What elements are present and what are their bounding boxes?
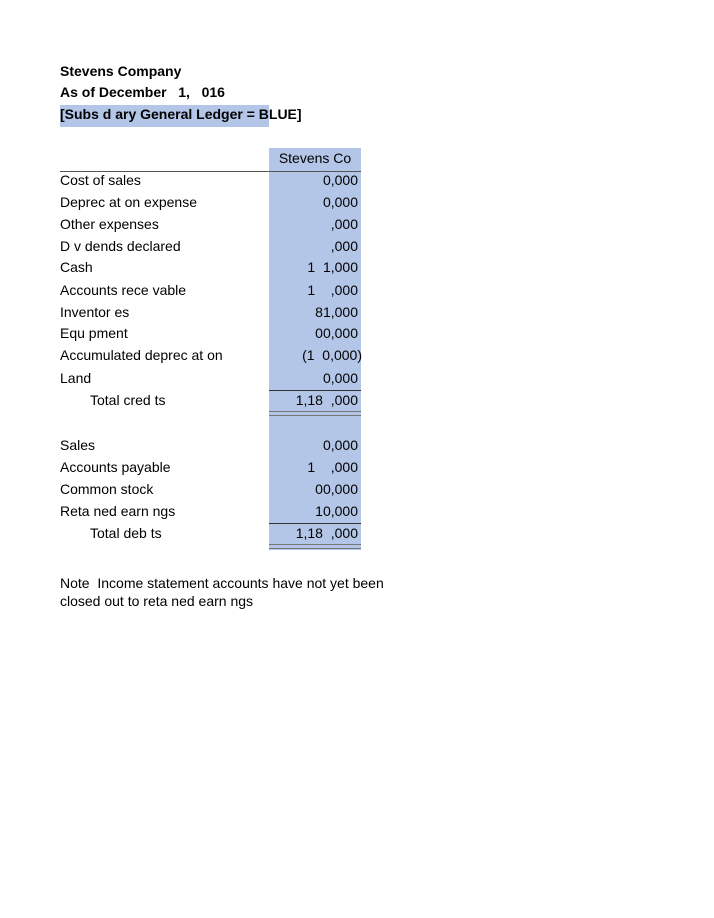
row-value: 81,000 — [315, 304, 358, 320]
row-label: Inventor es — [60, 304, 130, 320]
report-date: As of December 1, 016 — [60, 84, 225, 100]
row-value: ,000 — [330, 238, 358, 254]
table-row — [60, 170, 362, 192]
table-row — [60, 323, 362, 345]
row-label: Cost of sales — [60, 172, 141, 188]
row-label: D v dends declared — [60, 238, 181, 254]
table-row — [60, 214, 362, 236]
row-label: Reta ned earn ngs — [60, 503, 176, 519]
row-label: Accumulated deprec at on — [60, 347, 223, 363]
table-row — [60, 280, 362, 302]
table-row — [60, 457, 362, 479]
table-row — [60, 302, 362, 324]
table-row — [60, 479, 362, 501]
row-value: 10,000 — [315, 503, 358, 519]
table-row — [60, 192, 362, 214]
total-label: Total cred ts — [90, 392, 166, 408]
table-row — [60, 368, 362, 390]
total-label: Total deb ts — [90, 525, 162, 541]
row-value: 0,000 — [322, 370, 358, 386]
row-value: 1 ,000 — [307, 282, 358, 298]
row-value: 00,000 — [315, 325, 358, 341]
row-label: Sales — [60, 437, 96, 453]
row-value: 0,000 — [322, 172, 358, 188]
row-value: ,000 — [330, 216, 358, 232]
table-row — [60, 435, 362, 457]
row-label: Deprec at on expense — [60, 194, 197, 210]
row-value: 0,000 — [322, 437, 358, 453]
row-label: Common stock — [60, 481, 154, 497]
table-row — [60, 257, 362, 279]
total-debits-row — [60, 523, 362, 545]
total-value: 1,18 ,000 — [295, 392, 358, 408]
table-row — [60, 345, 362, 367]
column-header: Stevens Co — [278, 150, 352, 166]
row-value: (1 0,000) — [302, 347, 362, 363]
row-label: Equ pment — [60, 325, 128, 341]
ledger-legend: [Subs d ary General Ledger = BLUE] — [60, 106, 302, 122]
row-value: 0,000 — [322, 194, 358, 210]
row-value: 1 1,000 — [307, 259, 358, 275]
double-underline — [269, 411, 361, 416]
row-value: 00,000 — [315, 481, 358, 497]
row-label: Accounts payable — [60, 459, 171, 475]
row-value: 1 ,000 — [307, 459, 358, 475]
company-title: Stevens Company — [60, 63, 182, 79]
row-label: Cash — [60, 259, 93, 275]
total-value: 1,18 ,000 — [295, 525, 358, 541]
total-credits-row — [60, 390, 362, 412]
footnote: Note Income statement accounts have not yet been closed out to reta ned earn ngs — [60, 575, 384, 609]
double-underline — [269, 544, 361, 549]
row-label: Other expenses — [60, 216, 159, 232]
table-row — [60, 236, 362, 258]
table-row — [60, 501, 362, 523]
row-label: Accounts rece vable — [60, 282, 187, 298]
row-label: Land — [60, 370, 92, 386]
